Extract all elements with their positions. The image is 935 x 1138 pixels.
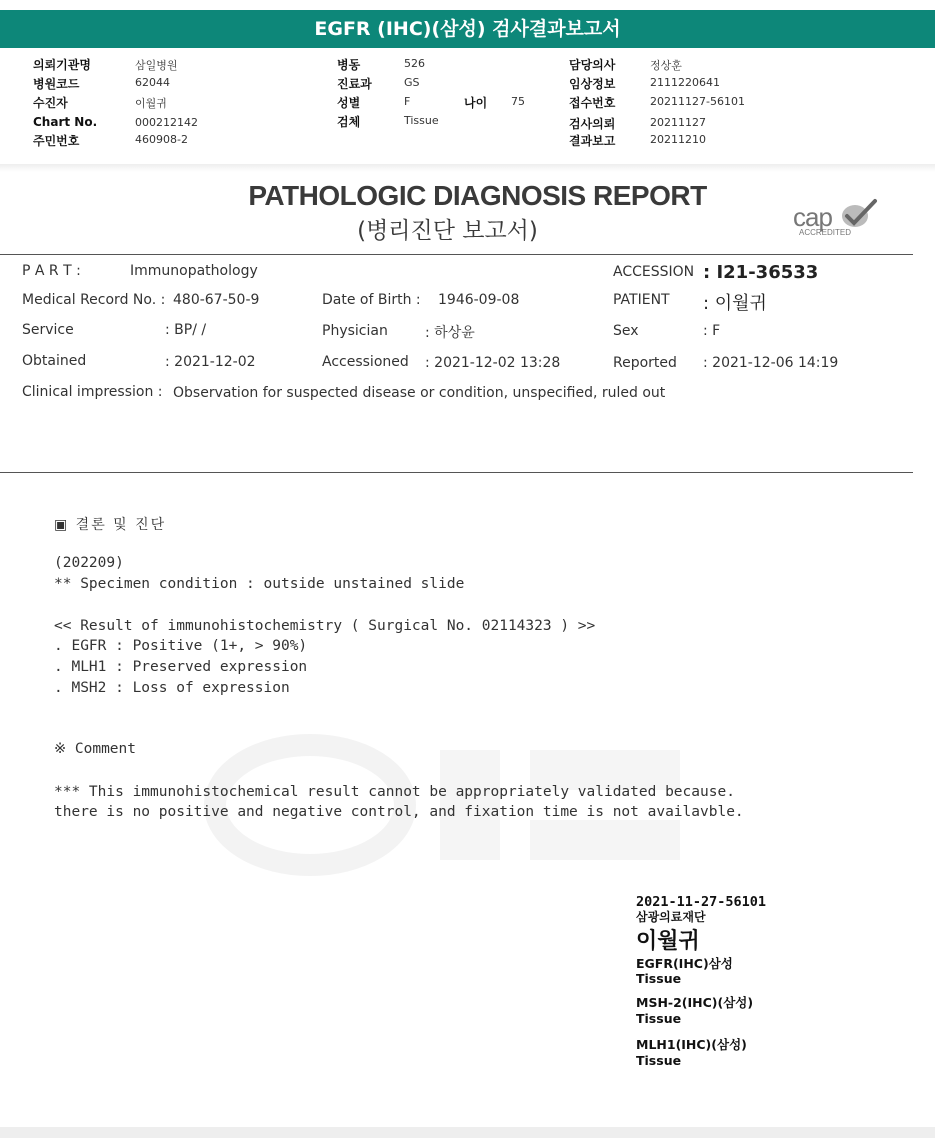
- specimen-condition: ** Specimen condition : outside unstained slide: [54, 576, 465, 592]
- comment-line: *** This immunohistochemical result cannot be appropriately validated because.: [54, 784, 735, 800]
- accession-value: : I21-36533: [703, 262, 819, 283]
- stamp-name: 이월귀: [636, 929, 700, 954]
- comment-line: there is no positive and negative control, and fixation time is not availavble.: [54, 804, 744, 820]
- stamp-line: Tissue: [636, 1053, 682, 1068]
- reported-value: : 2021-12-06 14:19: [703, 355, 839, 371]
- reported-label: Reported: [613, 355, 677, 371]
- header-label: 병동: [337, 58, 361, 72]
- comment-title: ※ Comment: [54, 741, 136, 757]
- header-label: 결과보고: [569, 134, 616, 148]
- header-label: 담당의사: [569, 58, 616, 72]
- checkmark-icon: [839, 198, 879, 230]
- header-label: 주민번호: [33, 134, 80, 148]
- sex-label: Sex: [613, 323, 639, 339]
- header-value: 정상훈: [650, 59, 682, 72]
- cap-logo-text: cap: [793, 202, 832, 232]
- header-value: 62044: [135, 76, 170, 89]
- header-label: 검사의뢰: [569, 117, 616, 131]
- stamp-line: MSH-2(IHC)(삼성): [636, 995, 754, 1010]
- stamp-line: EGFR(IHC)삼성: [636, 956, 733, 971]
- header-label: 수진자: [33, 96, 68, 110]
- dob-label: Date of Birth :: [322, 292, 421, 308]
- cap-accredited-logo: [793, 198, 883, 240]
- header-label: 접수번호: [569, 96, 616, 110]
- result-line: . MSH2 : Loss of expression: [54, 680, 290, 696]
- header-label: 의뢰기관명: [33, 58, 91, 72]
- header-value: F: [404, 95, 411, 108]
- diagnosis-code: (202209): [54, 555, 124, 571]
- report-title: PATHOLOGIC DIAGNOSIS REPORT: [248, 180, 707, 211]
- dob-value: 1946-09-08: [438, 292, 520, 308]
- result-line: . MLH1 : Preserved expression: [54, 659, 308, 675]
- header-value: 20211127-56101: [650, 95, 745, 108]
- service-value: : BP/ /: [165, 322, 207, 338]
- page-footer-bar: [0, 1127, 935, 1138]
- accessioned-label: Accessioned: [322, 354, 409, 370]
- sex-value: : F: [703, 323, 721, 339]
- age-value: 75: [511, 95, 525, 108]
- header-label: 성별: [337, 96, 361, 110]
- clinical-impression-value: Observation for suspected disease or condition, unspecified, ruled out: [173, 385, 666, 401]
- header-value: GS: [404, 76, 420, 89]
- mrn-label: Medical Record No. :: [22, 292, 166, 308]
- header-divider: [0, 164, 935, 172]
- stamp-lab: 삼광의료재단: [636, 910, 706, 924]
- service-label: Service: [22, 322, 74, 338]
- header-label: 임상정보: [569, 77, 616, 91]
- stamp-line: Tissue: [636, 1011, 682, 1026]
- physician-value: : 하상윤: [425, 325, 475, 341]
- section-title: ▣ 결론 및 진단: [54, 517, 167, 533]
- header-value: 000212142: [135, 116, 198, 129]
- accessioned-value: : 2021-12-02 13:28: [425, 355, 561, 371]
- header-info: [0, 54, 935, 166]
- header-label: 병원코드: [33, 77, 80, 91]
- patient-label: PATIENT: [613, 292, 670, 308]
- age-label: 나이: [464, 96, 488, 110]
- cap-accredited-text: ACCREDITED: [799, 228, 852, 237]
- report-header-title: EGFR (IHC)(삼성) 검사결과보고서: [0, 10, 935, 48]
- header-value: 526: [404, 57, 425, 70]
- header-value: Tissue: [404, 114, 439, 127]
- header-value: 이월귀: [135, 97, 167, 110]
- header-value: 20211127: [650, 116, 706, 129]
- result-line: . EGFR : Positive (1+, > 90%): [54, 638, 308, 654]
- divider-line: [0, 472, 913, 473]
- physician-label: Physician: [322, 323, 388, 339]
- stamp-line: Tissue: [636, 971, 682, 986]
- part-value: Immunopathology: [130, 263, 258, 279]
- divider-line: [0, 254, 913, 255]
- obtained-value: : 2021-12-02: [165, 354, 256, 370]
- header-value: 삼일병원: [135, 59, 178, 72]
- part-label: P A R T :: [22, 263, 81, 279]
- stamp-number: 2021-11-27-56101: [636, 894, 767, 910]
- mrn-value: 480-67-50-9: [173, 292, 260, 308]
- obtained-label: Obtained: [22, 353, 87, 369]
- accession-label: ACCESSION: [613, 264, 695, 280]
- header-label: 검체: [337, 115, 361, 129]
- clinical-impression-label: Clinical impression :: [22, 384, 163, 400]
- header-label: 진료과: [337, 77, 372, 91]
- stamp-line: MLH1(IHC)(삼성): [636, 1037, 747, 1052]
- report-subtitle: (병리진단 보고서): [357, 218, 538, 244]
- header-value: 460908-2: [135, 133, 188, 146]
- header-value: 20211210: [650, 133, 706, 146]
- header-label: Chart No.: [33, 115, 98, 129]
- header-value: 2111220641: [650, 76, 720, 89]
- result-header: << Result of immunohistochemistry ( Surgical No. 02114323 ) >>: [54, 618, 596, 634]
- patient-value: : 이월귀: [703, 293, 767, 314]
